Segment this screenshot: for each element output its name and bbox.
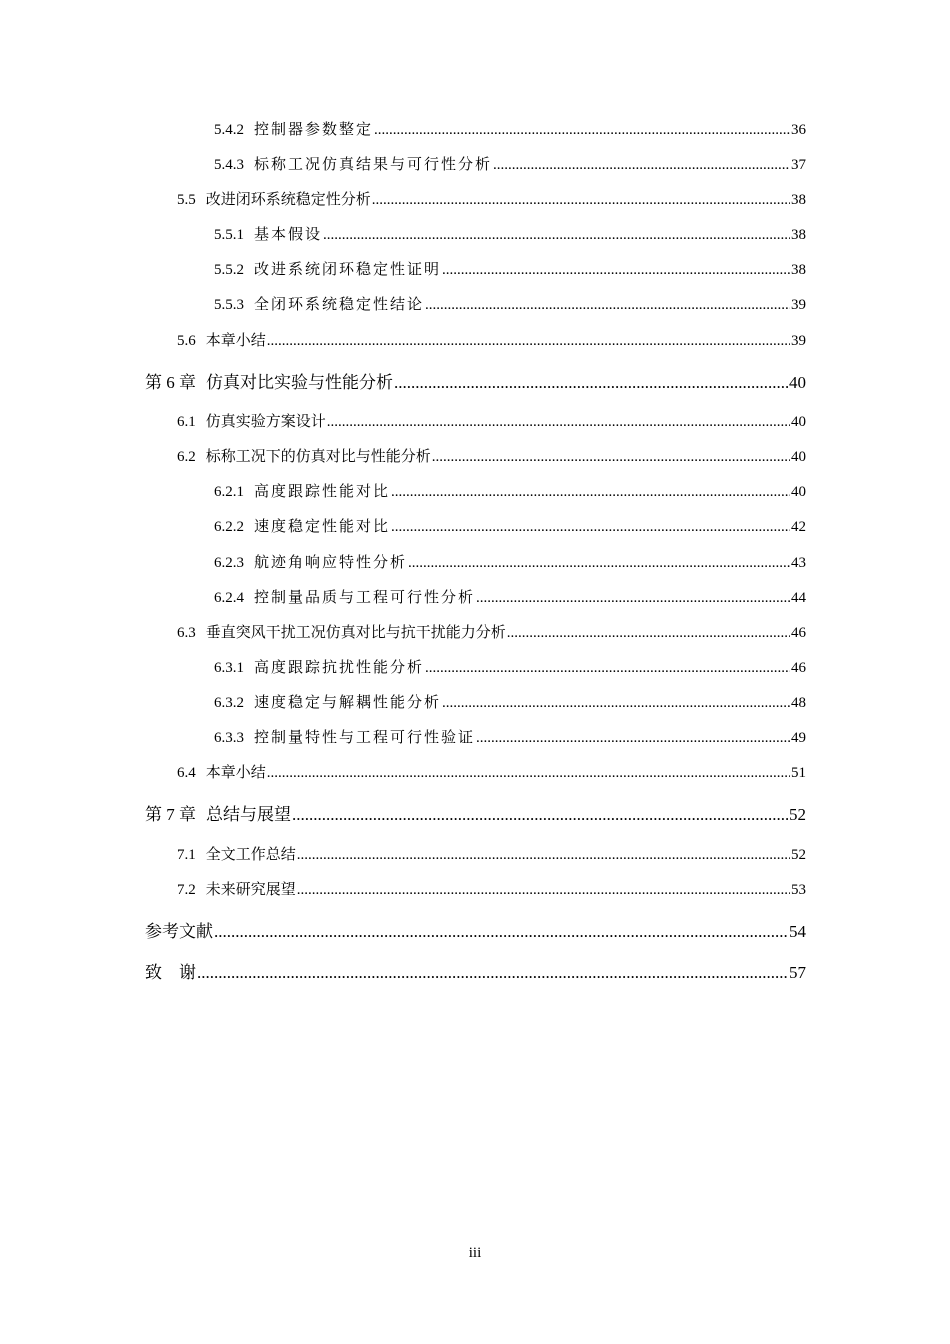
toc-entry[interactable] [177, 329, 806, 350]
dot-leader [476, 590, 790, 607]
dot-leader [267, 765, 790, 782]
toc-entry-number: 5.5.3 [214, 297, 244, 313]
toc-entry[interactable] [177, 878, 806, 899]
toc-entry-page: 57 [789, 963, 806, 982]
toc-entry-title: 控制量品质与工程可行性分析 [254, 590, 476, 606]
toc-entry[interactable] [214, 223, 806, 244]
toc-entry-number: 7.2 [177, 882, 196, 898]
toc-entry-page: 44 [791, 590, 806, 606]
toc-entry-title: 本章小结 [205, 333, 266, 349]
dot-leader [374, 122, 790, 139]
dot-leader [442, 695, 790, 712]
toc-entry-page: 49 [791, 730, 806, 746]
toc-entry-title: 全文工作总结 [205, 847, 296, 863]
toc-entry-page: 39 [791, 297, 806, 313]
toc-entry-title: 标称工况仿真结果与可行性分析 [254, 157, 493, 173]
toc-entry[interactable] [177, 188, 806, 209]
toc-entry-title: 参考文献 [145, 922, 213, 941]
toc-entry-title: 改进闭环系统稳定性分析 [205, 192, 371, 208]
toc-entry-page: 36 [791, 122, 806, 138]
toc-entry[interactable] [214, 258, 806, 279]
toc-entry-page: 42 [791, 519, 806, 535]
toc-entry-number: 6.3.1 [214, 660, 244, 676]
toc-entry-number: 6.1 [177, 414, 196, 430]
toc-entry-title: 垂直突风干扰工况仿真对比与抗干扰能力分析 [205, 625, 506, 641]
dot-leader [323, 227, 790, 244]
toc-entry-number: 5.5.2 [214, 262, 244, 278]
dot-leader [391, 484, 790, 501]
dot-leader [391, 519, 790, 536]
toc-entry-page: 53 [791, 882, 806, 898]
dot-leader [292, 805, 788, 825]
dot-leader [507, 625, 790, 642]
toc-entry-number: 5.6 [177, 333, 196, 349]
toc-entry-title: 标称工况下的仿真对比与性能分析 [205, 449, 431, 465]
toc-entry-page: 48 [791, 695, 806, 711]
toc-entry-page: 38 [791, 262, 806, 278]
toc-entry-page: 40 [791, 449, 806, 465]
toc-entry-page: 37 [791, 157, 806, 173]
toc-entry-title: 仿真实验方案设计 [205, 414, 326, 430]
toc-entry-number: 6.3.2 [214, 695, 244, 711]
toc-chapter-entry[interactable] [145, 800, 806, 825]
toc-entry-page: 52 [789, 805, 806, 824]
toc-entry[interactable] [214, 586, 806, 607]
toc-entry-title: 全闭环系统稳定性结论 [254, 297, 425, 313]
dot-leader [214, 922, 788, 942]
toc-entry-number: 5.5.1 [214, 227, 244, 243]
toc-entry-number: 5.4.2 [214, 122, 244, 138]
toc-entry[interactable] [214, 293, 806, 314]
toc-chapter-entry[interactable] [145, 368, 806, 393]
toc-entry[interactable] [214, 153, 806, 174]
toc-entry-title: 本章小结 [205, 765, 266, 781]
toc-entry-title: 基本假设 [254, 227, 323, 243]
toc-entry[interactable] [214, 480, 806, 501]
toc-entry-page: 46 [791, 660, 806, 676]
toc-entry[interactable] [214, 726, 806, 747]
toc-entry[interactable] [214, 118, 806, 139]
dot-leader [394, 373, 788, 393]
toc-entry-number: 6.3 [177, 625, 196, 641]
dot-leader [442, 262, 790, 279]
toc-entry[interactable] [177, 410, 806, 431]
toc-entry-number: 6.2.4 [214, 590, 244, 606]
toc-entry[interactable] [214, 691, 806, 712]
toc-entry-title: 航迹角响应特性分析 [254, 555, 408, 571]
toc-entry-page: 40 [791, 414, 806, 430]
toc-references-entry[interactable] [145, 917, 806, 942]
toc-entry-page: 38 [791, 192, 806, 208]
toc-entry-title: 控制器参数整定 [254, 122, 374, 138]
toc-entry-page: 46 [791, 625, 806, 641]
dot-leader [197, 963, 788, 983]
toc-entry-page: 54 [789, 922, 806, 941]
dot-leader [425, 660, 790, 677]
toc-entry-title: 未来研究展望 [205, 882, 296, 898]
toc-entry-number: 第 7 章 [145, 805, 196, 824]
toc-entry-number: 6.2.3 [214, 555, 244, 571]
toc-entry-page: 39 [791, 333, 806, 349]
toc-entry-number: 6.2 [177, 449, 196, 465]
toc-entry-number: 7.1 [177, 847, 196, 863]
toc-entry-number: 6.4 [177, 765, 196, 781]
toc-entry-page: 40 [791, 484, 806, 500]
toc-entry-page: 40 [789, 373, 806, 392]
toc-entry[interactable] [177, 621, 806, 642]
toc-entry-number: 6.2.2 [214, 519, 244, 535]
toc-entry-number: 5.4.3 [214, 157, 244, 173]
toc-entry[interactable] [214, 656, 806, 677]
toc-entry[interactable] [214, 551, 806, 572]
toc-entry-number: 第 6 章 [145, 373, 196, 392]
toc-entry-title: 速度稳定与解耦性能分析 [254, 695, 442, 711]
toc-entry-page: 51 [791, 765, 806, 781]
dot-leader [267, 333, 790, 350]
toc-entry-title: 速度稳定性能对比 [254, 519, 391, 535]
toc-entry-title: 改进系统闭环稳定性证明 [254, 262, 442, 278]
toc-entry[interactable] [177, 445, 806, 466]
dot-leader [425, 297, 790, 314]
toc-entry-page: 52 [791, 847, 806, 863]
toc-entry-page: 38 [791, 227, 806, 243]
toc-entry-number: 6.3.3 [214, 730, 244, 746]
page-number: iii [468, 1245, 482, 1261]
dot-leader [476, 730, 790, 747]
dot-leader [408, 555, 790, 572]
toc-entry-title: 仿真对比实验与性能分析 [206, 373, 393, 392]
toc-entry-number: 6.2.1 [214, 484, 244, 500]
toc-entry-title: 高度跟踪抗扰性能分析 [254, 660, 425, 676]
toc-entry-title: 致 谢 [145, 963, 196, 982]
dot-leader [297, 847, 790, 864]
dot-leader [493, 157, 790, 174]
dot-leader [297, 882, 790, 899]
toc-entry-title: 控制量特性与工程可行性验证 [254, 730, 476, 746]
toc-entry-page: 43 [791, 555, 806, 571]
toc-entry-title: 高度跟踪性能对比 [254, 484, 391, 500]
dot-leader [327, 414, 790, 431]
toc-entry[interactable] [214, 515, 806, 536]
toc-entry[interactable] [177, 843, 806, 864]
toc-entry-title: 总结与展望 [206, 805, 291, 824]
dot-leader [372, 192, 790, 209]
toc-entry[interactable] [177, 761, 806, 782]
toc-acknowledgements-entry[interactable] [145, 958, 806, 983]
dot-leader [432, 449, 790, 466]
toc-entry-number: 5.5 [177, 192, 196, 208]
